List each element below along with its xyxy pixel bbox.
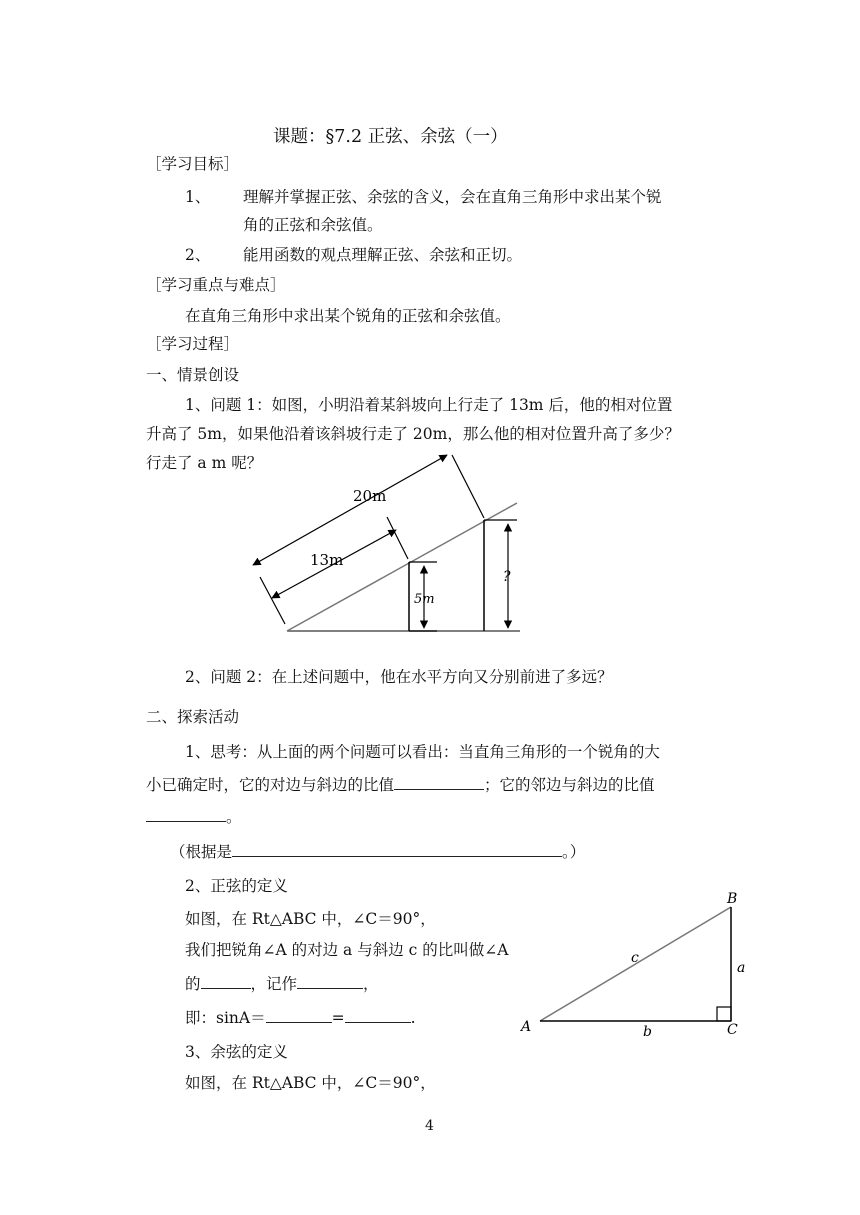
vertex-A: A [521,1019,532,1035]
question-1-line2: 升高了 5m，如果他沿着该斜坡行走了 20m，那么他的相对位置升高了多少？ [146,425,680,443]
keypoints-heading: ［学习重点与难点］ [146,276,286,294]
objective-2-number: 2、 [185,246,211,264]
objective-1-number: 1、 [185,188,211,206]
keypoints-text: 在直角三角形中求出某个锐角的正弦和余弦值。 [185,307,511,325]
think-line1: 1、思考：从上面的两个问题可以看出：当直角三角形的一个锐角的大 [185,743,660,761]
label-side-a: a [737,960,746,976]
label-13m: 13m [310,551,344,569]
process-heading: ［学习过程］ [146,335,240,353]
sine-heading: 2、正弦的定义 [185,877,288,895]
objectives-heading: ［学习目标］ [146,155,240,173]
label-5m: 5m [414,592,435,607]
question-2: 2、问题 2：在上述问题中，他在水平方向又分别前进了多远？ [185,668,613,686]
objective-1-line1: 理解并掌握正弦、余弦的含义，会在直角三角形中求出某个锐 [243,188,662,206]
objective-2-line1: 能用函数的观点理解正弦、余弦和正切。 [243,246,523,264]
sine-line3: 的 ，记作 ， [185,975,379,993]
cosine-line1: 如图，在 Rt△ABC 中，∠C＝90°， [185,1074,436,1092]
label-20m: 20m [353,487,387,505]
label-side-b: b [643,1024,652,1040]
page-number: 4 [425,1118,434,1134]
label-q: ? [503,569,511,585]
vertex-C: C [727,1022,738,1038]
section-2-heading: 二、探索活动 [146,708,240,726]
right-angle-mark [717,1007,731,1021]
sine-line2: 我们把锐角∠A 的对边 a 与斜边 c 的比叫做∠A [185,941,509,959]
think-line2: 小已确定时，它的对边与斜边的比值 ；它的邻边与斜边的比值 [146,776,655,794]
think-line3: 。 [146,807,242,827]
question-1-line1: 1、问题 1：如图，小明沿着某斜坡向上行走了 13m 后，他的相对位置 [185,396,673,414]
question-1-line3: 行走了 a m 呢？ [146,454,263,472]
page-title: 课题：§7.2 正弦、余弦（一） [273,127,508,147]
objective-1-line2: 角的正弦和余弦值。 [243,216,383,234]
basis-line: （根据是 。） [170,843,586,861]
section-1-heading: 一、情景创设 [146,366,240,384]
label-side-c: c [631,950,639,966]
cosine-heading: 3、余弦的定义 [185,1043,288,1061]
sine-line1: 如图，在 Rt△ABC 中，∠C＝90°， [185,910,436,928]
sine-line4: 即：sinA＝ = . [185,1009,416,1027]
vertex-B: B [727,891,738,907]
